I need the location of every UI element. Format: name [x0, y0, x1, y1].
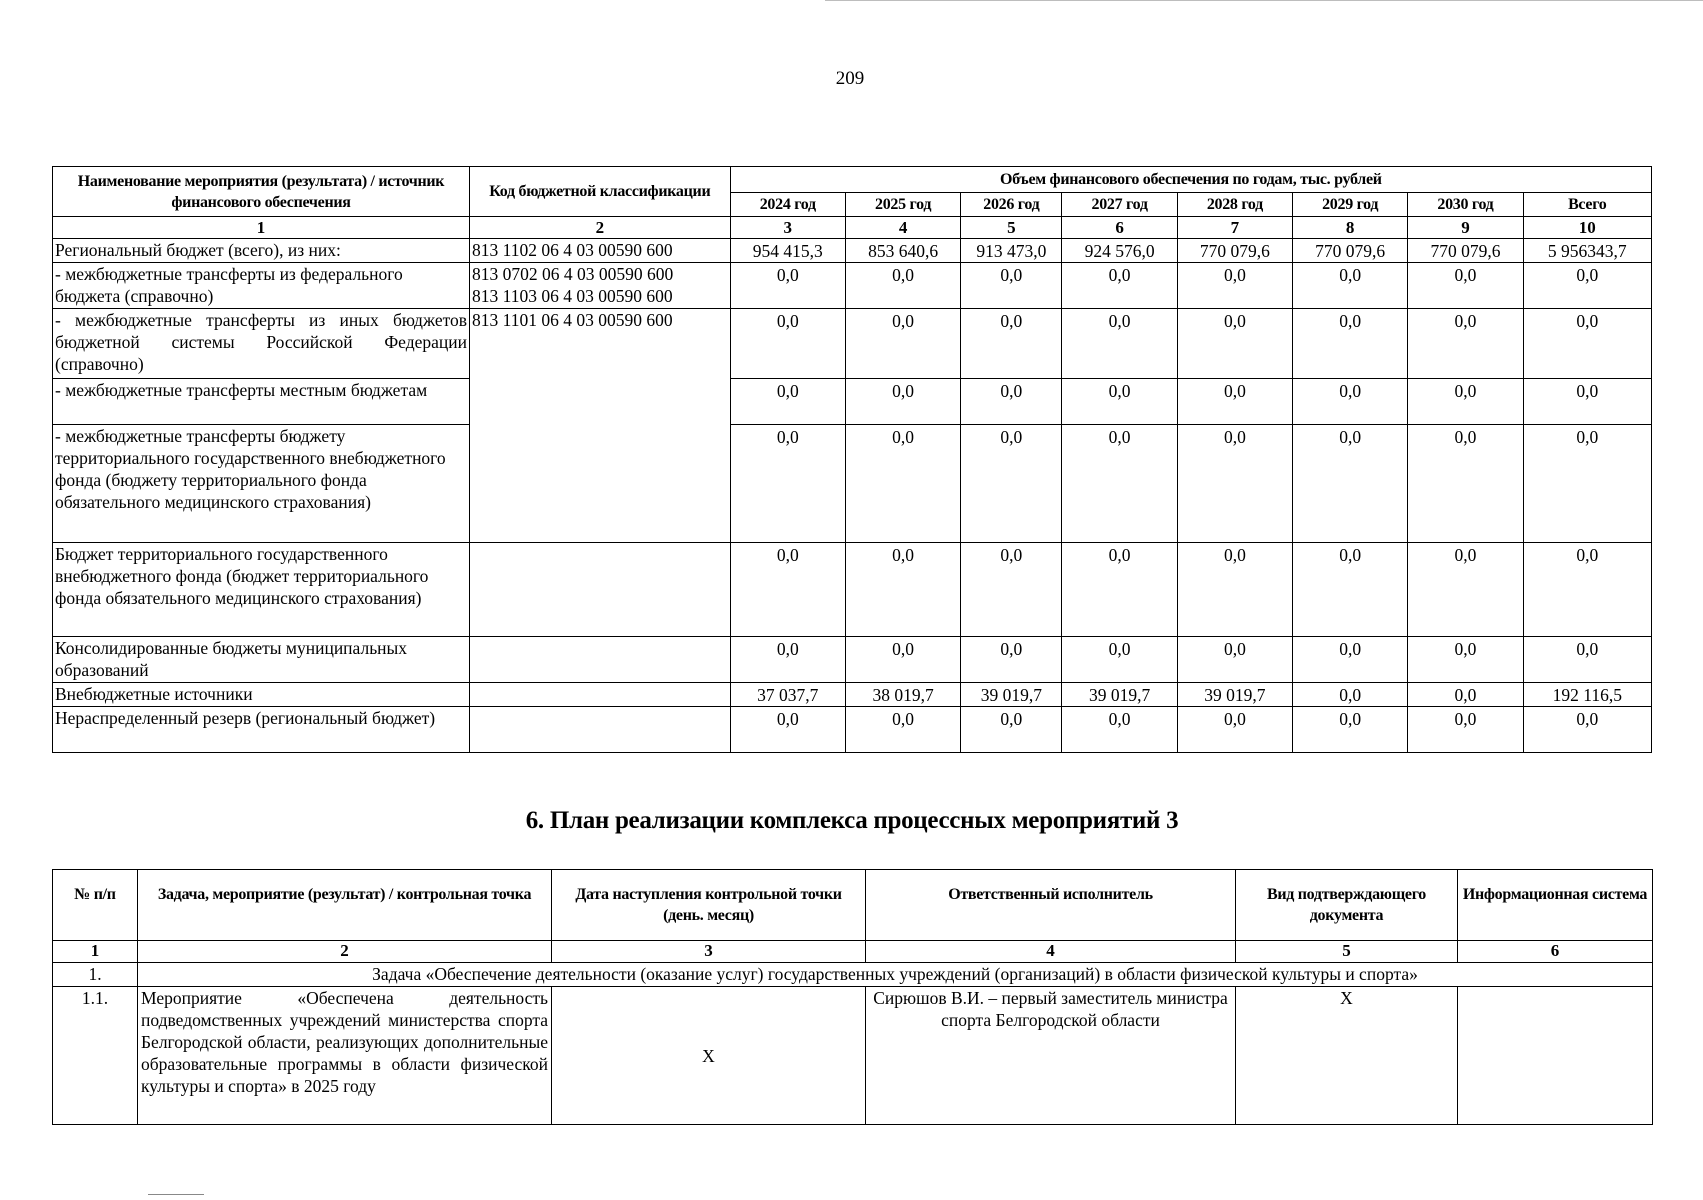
item-executor: Сирюшов В.И. – первый заместитель министра спорта Белгородской области	[866, 987, 1236, 1125]
row-value: 0,0	[961, 309, 1062, 379]
row-value: 0,0	[845, 263, 960, 309]
row-value: 0,0	[1293, 637, 1408, 683]
table-row	[53, 239, 1652, 263]
row-value: 0,0	[730, 379, 845, 425]
header-year: 2028 год	[1177, 193, 1292, 217]
column-index: 2	[470, 217, 731, 239]
section-title: 6. План реализации комплекса процессных мероприятий 3	[525, 807, 1179, 834]
column-index: 8	[1293, 217, 1408, 239]
row-value: 0,0	[1523, 309, 1651, 379]
row-value: 0,0	[1293, 683, 1408, 707]
header-year: 2029 год	[1293, 193, 1408, 217]
row-value: 0,0	[845, 543, 960, 637]
row-code	[470, 707, 731, 753]
page-number: 209	[835, 68, 865, 89]
row-value: 0,0	[845, 309, 960, 379]
row-value: 39 019,7	[1177, 683, 1292, 707]
column-index: 3	[730, 217, 845, 239]
item-num: 1.1.	[53, 987, 138, 1125]
row-value: 0,0	[1523, 263, 1651, 309]
header-code: Код бюджетной классификации	[470, 167, 731, 217]
item-row	[53, 987, 1653, 1125]
table-row	[53, 379, 1652, 425]
row-value: 0,0	[1408, 425, 1523, 543]
header-year: 2024 год	[730, 193, 845, 217]
row-code: 813 0702 06 4 03 00590 600	[472, 264, 674, 284]
row-value: 0,0	[1062, 263, 1177, 309]
column-index: 6	[1458, 941, 1653, 963]
row-value: 0,0	[961, 379, 1062, 425]
row-value: 0,0	[730, 543, 845, 637]
row-name: - межбюджетные трансферты из федерального бюджета (справочно)	[53, 263, 470, 309]
table-row	[53, 543, 1652, 637]
row-name: Нераспределенный резерв (региональный бюджет)	[53, 707, 470, 753]
bottom-rule	[148, 1194, 204, 1195]
row-value: 0,0	[1177, 707, 1292, 753]
row-value: 0,0	[1408, 263, 1523, 309]
row-value: 0,0	[1293, 543, 1408, 637]
row-value: 0,0	[1177, 425, 1292, 543]
column-index: 9	[1408, 217, 1523, 239]
row-value: 0,0	[1408, 683, 1523, 707]
row-name: Региональный бюджет (всего), из них:	[53, 239, 470, 263]
column-index: 4	[866, 941, 1236, 963]
row-code	[470, 543, 731, 637]
column-index: 4	[845, 217, 960, 239]
row-value: 0,0	[845, 425, 960, 543]
row-value: 37 037,7	[730, 683, 845, 707]
item-date: X	[552, 987, 866, 1125]
row-value: 5 956343,7	[1523, 239, 1651, 263]
row-value: 0,0	[1293, 707, 1408, 753]
row-value: 0,0	[1408, 637, 1523, 683]
row-value: 770 079,6	[1293, 239, 1408, 263]
row-value: 0,0	[1177, 637, 1292, 683]
column-index: 10	[1523, 217, 1651, 239]
row-name: Бюджет территориального государственного внебюджетного фонда (бюджет территориального фонда обязательного медицинского страхования)	[53, 543, 470, 637]
column-index: 1	[53, 941, 138, 963]
row-value: 0,0	[730, 309, 845, 379]
item-doc: X	[1236, 987, 1458, 1125]
header-year: 2026 год	[961, 193, 1062, 217]
row-value: 0,0	[730, 637, 845, 683]
row-value: 0,0	[1408, 707, 1523, 753]
index-row	[53, 217, 1652, 239]
row-code: 813 1103 06 4 03 00590 600	[472, 286, 673, 306]
header-total: Всего	[1523, 193, 1651, 217]
row-value: 0,0	[1177, 263, 1292, 309]
row-value: 770 079,6	[1177, 239, 1292, 263]
row-value: 39 019,7	[1062, 683, 1177, 707]
header-task: Задача, мероприятие (результат) / контрольная точка	[138, 870, 552, 941]
row-value: 0,0	[730, 425, 845, 543]
row-value: 770 079,6	[1408, 239, 1523, 263]
row-value: 954 415,3	[730, 239, 845, 263]
row-value: 0,0	[1408, 379, 1523, 425]
header-num: № п/п	[53, 870, 138, 941]
row-value: 0,0	[961, 707, 1062, 753]
row-value: 853 640,6	[845, 239, 960, 263]
row-value: 0,0	[961, 637, 1062, 683]
header-volume: Объем финансового обеспечения по годам, тыс. рублей	[730, 167, 1651, 193]
column-index: 5	[1236, 941, 1458, 963]
row-value: 0,0	[961, 543, 1062, 637]
column-index: 7	[1177, 217, 1292, 239]
row-name: Консолидированные бюджеты муниципальных образований	[53, 637, 470, 683]
row-value: 0,0	[1408, 543, 1523, 637]
row-value: 192 116,5	[1523, 683, 1651, 707]
row-name: - межбюджетные трансферты из иных бюджетов бюджетной системы Российской Федерации (справочно)	[53, 309, 470, 379]
task-row	[53, 963, 1653, 987]
header-year: 2030 год	[1408, 193, 1523, 217]
row-value: 0,0	[845, 637, 960, 683]
row-code-cell	[470, 263, 731, 309]
header-year: 2025 год	[845, 193, 960, 217]
task-num: 1.	[53, 963, 138, 987]
row-value: 0,0	[1293, 425, 1408, 543]
column-index: 6	[1062, 217, 1177, 239]
table-row	[53, 707, 1652, 753]
header-doc: Вид подтверждающего документа	[1236, 870, 1458, 941]
table-row	[53, 425, 1652, 543]
task-text: Задача «Обеспечение деятельности (оказание услуг) государственных учреждений (организаций) в области физической культуры и спорта»	[138, 963, 1653, 987]
row-value: 0,0	[1062, 379, 1177, 425]
row-value: 0,0	[1523, 425, 1651, 543]
row-value: 0,0	[845, 379, 960, 425]
row-code: 813 1101 06 4 03 00590 600	[470, 309, 731, 543]
item-system	[1458, 987, 1653, 1125]
row-value: 38 019,7	[845, 683, 960, 707]
table-row	[53, 683, 1652, 707]
row-value: 39 019,7	[961, 683, 1062, 707]
column-index: 1	[53, 217, 470, 239]
row-value: 0,0	[1062, 543, 1177, 637]
finance-table	[52, 166, 1652, 753]
table-row	[53, 637, 1652, 683]
row-value: 0,0	[1293, 309, 1408, 379]
row-value: 0,0	[1062, 637, 1177, 683]
index-row	[53, 941, 1653, 963]
row-value: 0,0	[1062, 707, 1177, 753]
column-index: 5	[961, 217, 1062, 239]
row-value: 0,0	[730, 707, 845, 753]
row-value: 924 576,0	[1062, 239, 1177, 263]
row-value: 0,0	[1177, 543, 1292, 637]
row-value: 0,0	[1293, 263, 1408, 309]
header-date: Дата наступления контрольной точки (день. месяц)	[552, 870, 866, 941]
row-value: 0,0	[1523, 379, 1651, 425]
header-name: Наименование мероприятия (результата) / источник финансового обеспечения	[53, 167, 470, 217]
row-code	[470, 683, 731, 707]
row-value: 0,0	[1523, 637, 1651, 683]
row-name: - межбюджетные трансферты бюджету территориального государственного внебюджетного фонда (бюджету территориального фонда обязательного медицинского страхования)	[53, 425, 470, 543]
header-year: 2027 год	[1062, 193, 1177, 217]
row-code	[470, 637, 731, 683]
row-value: 0,0	[1293, 379, 1408, 425]
row-value: 0,0	[1062, 309, 1177, 379]
top-rule	[825, 0, 1703, 1]
row-value: 0,0	[1177, 309, 1292, 379]
row-value: 0,0	[1062, 425, 1177, 543]
row-value: 913 473,0	[961, 239, 1062, 263]
column-index: 3	[552, 941, 866, 963]
row-value: 0,0	[1177, 379, 1292, 425]
row-value: 0,0	[1408, 309, 1523, 379]
plan-table	[52, 869, 1653, 1125]
row-name: - межбюджетные трансферты местным бюджетам	[53, 379, 470, 425]
table-row	[53, 309, 1652, 379]
header-executor: Ответственный исполнитель	[866, 870, 1236, 941]
row-value: 0,0	[1523, 707, 1651, 753]
row-value: 0,0	[961, 425, 1062, 543]
row-value: 0,0	[961, 263, 1062, 309]
header-system: Информационная система	[1458, 870, 1653, 941]
row-code: 813 1102 06 4 03 00590 600	[470, 239, 731, 263]
row-value: 0,0	[1523, 543, 1651, 637]
row-name: Внебюджетные источники	[53, 683, 470, 707]
item-text: Мероприятие «Обеспечена деятельность подведомственных учреждений министерства спорта Белгородской области, реализующих дополнительные образовательные программы в области физической культуры и спорта» в 2025 году	[138, 987, 552, 1125]
table-row	[53, 263, 1652, 309]
row-value: 0,0	[845, 707, 960, 753]
column-index: 2	[138, 941, 552, 963]
row-value: 0,0	[730, 263, 845, 309]
